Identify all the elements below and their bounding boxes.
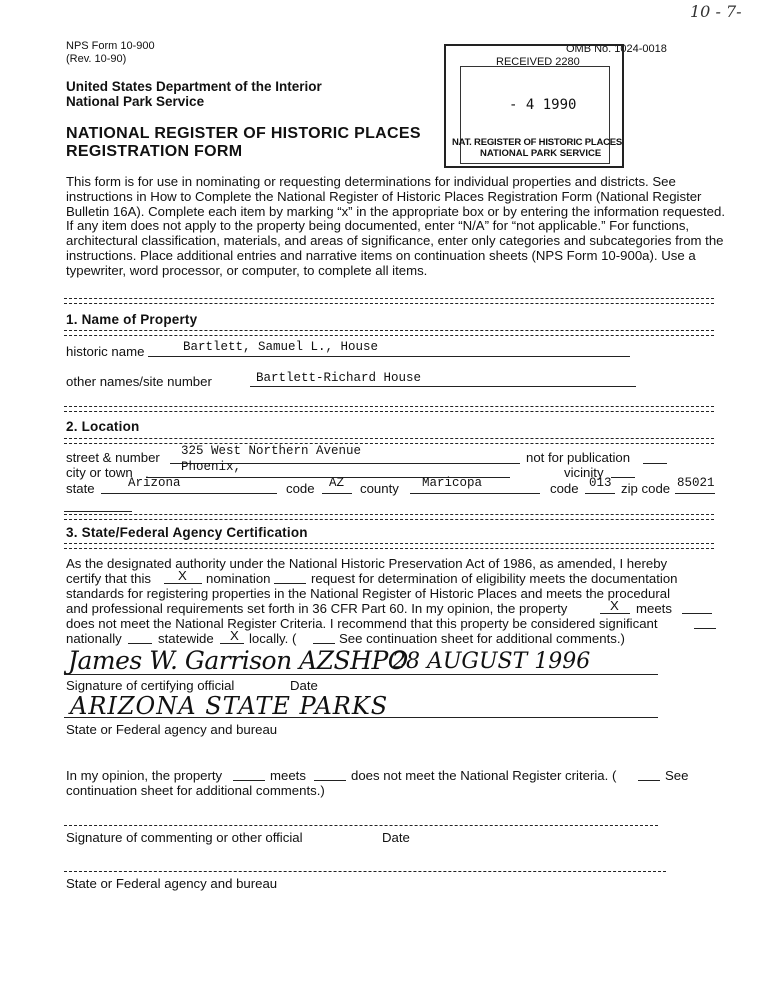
- not-for-publication-label: not for publication: [526, 450, 631, 465]
- county-code-underline: [585, 493, 615, 494]
- nomination-check-x: X: [178, 568, 187, 583]
- section-rule: [64, 298, 714, 304]
- nationally-blank[interactable]: [128, 643, 152, 644]
- certification-line6-b: statewide: [158, 631, 214, 646]
- zip-overflow-underline: [64, 511, 132, 512]
- county-field[interactable]: Maricopa: [422, 476, 483, 490]
- commenting-date-label: Date: [382, 830, 410, 845]
- street-field[interactable]: 325 West Northern Avenue: [181, 444, 362, 458]
- section-rule: [64, 543, 714, 549]
- section-rule: [64, 330, 714, 336]
- zip-field[interactable]: 85021: [677, 476, 715, 490]
- zip-underline: [675, 493, 715, 494]
- certification-line1: As the designated authority under the National Historic Preservation Act of 1986, as amended, I hereby: [66, 556, 668, 571]
- stamp-date: - 4 1990: [509, 97, 577, 113]
- city-label: city or town: [66, 465, 133, 480]
- stamp-line2: NATIONAL PARK SERVICE: [480, 148, 602, 159]
- certification-line2-b: nomination: [206, 571, 271, 586]
- significance-blank: [694, 628, 716, 629]
- department-name: United States Department of the Interior: [66, 79, 322, 94]
- opinion-continuation-blank[interactable]: [638, 780, 660, 781]
- opinion-line1-b: meets: [270, 768, 306, 783]
- request-blank[interactable]: [274, 583, 306, 584]
- form-title-line1: NATIONAL REGISTER OF HISTORIC PLACES: [66, 125, 421, 142]
- form-title-line2: REGISTRATION FORM: [66, 143, 243, 160]
- opinion-line1-d: See: [665, 768, 689, 783]
- certifying-agency-line: [64, 717, 658, 718]
- state-label: state: [66, 481, 95, 496]
- historic-name-field[interactable]: Bartlett, Samuel L., House: [183, 340, 379, 354]
- section2-heading: 2. Location: [66, 419, 140, 434]
- certification-line6-c: locally. (: [249, 631, 297, 646]
- locally-check-x: X: [230, 628, 239, 643]
- opinion-line1-a: In my opinion, the property: [66, 768, 223, 783]
- not-for-publication-blank[interactable]: [643, 463, 667, 464]
- certifying-date[interactable]: 28 AUGUST 1996: [392, 649, 591, 674]
- vicinity-label: vicinity: [564, 465, 604, 480]
- county-label: county: [360, 481, 399, 496]
- opinion-not-meet-blank[interactable]: [314, 780, 346, 781]
- certification-line4-b: meets: [636, 601, 672, 616]
- certification-line2-a: certify that this: [66, 571, 152, 586]
- zip-label: zip code: [621, 481, 671, 496]
- state-field[interactable]: Arizona: [128, 476, 181, 490]
- certification-line6-d: See continuation sheet for additional comments.): [339, 631, 625, 646]
- instructions-paragraph: This form is for use in nominating or requesting determinations for individual properties and districts. See instructions in How to Complete the National Register of Historic Places Registration Form (National Register Bulletin 16A). Complete each item by marking “x” in the appropriate box or by entering the information requested. If any item does not apply to the property being documented, enter “N/A” for “not applicable.” For functions, architectural classification, materials, and areas of significance, enter only categories and subcategories from the instructions. Place additional entries and narrative items on continuation sheets (NPS Form 10-900a). Use a typewriter, word processor, or computer, to complete all items.: [66, 174, 725, 278]
- state-code-field[interactable]: AZ: [329, 476, 345, 490]
- meets-blank[interactable]: [600, 613, 630, 614]
- statewide-blank[interactable]: [220, 643, 244, 644]
- section-rule: [64, 406, 714, 412]
- commenting-agency-label: State or Federal agency and bureau: [66, 876, 278, 891]
- received-stamp: [444, 44, 624, 168]
- service-name: National Park Service: [66, 94, 205, 109]
- section3-heading: 3. State/Federal Agency Certification: [66, 525, 308, 540]
- state-underline: [101, 493, 277, 494]
- section1-heading: 1. Name of Property: [66, 312, 198, 327]
- form-number: NPS Form 10-900: [66, 40, 155, 52]
- opinion-meets-blank[interactable]: [233, 780, 265, 781]
- county-underline: [410, 493, 540, 494]
- vicinity-blank[interactable]: [611, 477, 635, 478]
- signature-label: Signature of certifying official: [66, 678, 235, 693]
- certification-line2-c: request for determination of eligibility meets the documentation: [311, 571, 678, 586]
- other-names-label: other names/site number: [66, 374, 212, 389]
- certification-line6-a: nationally: [66, 631, 122, 646]
- street-label: street & number: [66, 450, 160, 465]
- meets-check-x: X: [610, 598, 619, 613]
- historic-name-underline: [148, 356, 630, 357]
- other-names-field[interactable]: Bartlett-Richard House: [256, 371, 422, 385]
- omb-number: OMB No. 1024-0018: [566, 43, 667, 55]
- state-code-underline: [322, 493, 352, 494]
- section-rule: [64, 438, 714, 444]
- county-code-field[interactable]: 013: [589, 476, 612, 490]
- stamp-received-text: RECEIVED 2280: [496, 56, 580, 68]
- certification-line4-a: and professional requirements set forth in 36 CFR Part 60. In my opinion, the property: [66, 601, 568, 616]
- certification-line3: standards for registering properties in the National Register of Historic Places and meets the procedural: [66, 586, 670, 601]
- commenting-agency-line[interactable]: [64, 871, 666, 872]
- corner-handwritten-mark: 10 - 7-: [690, 2, 742, 21]
- state-code-label: code: [286, 481, 315, 496]
- historic-name-label: historic name: [66, 344, 145, 359]
- section-rule: [64, 514, 714, 520]
- date-label: Date: [290, 678, 318, 693]
- certifying-signature[interactable]: James W. Garrison AZSHPO: [68, 646, 408, 675]
- continuation-blank[interactable]: [313, 643, 335, 644]
- commenting-signature-label: Signature of commenting or other official: [66, 830, 303, 845]
- certifying-signature-line: [64, 674, 658, 675]
- other-names-underline: [250, 386, 636, 387]
- certification-line5: does not meet the National Register Criteria. I recommend that this property be considered significant: [66, 616, 658, 631]
- nomination-blank[interactable]: [164, 583, 202, 584]
- stamp-line1: NAT. REGISTER OF HISTORIC PLACES: [452, 137, 623, 148]
- opinion-line2: continuation sheet for additional comments.): [66, 783, 325, 798]
- county-code-label: code: [550, 481, 579, 496]
- commenting-signature-line[interactable]: [64, 825, 658, 826]
- certifying-agency-signature[interactable]: ARIZONA STATE PARKS: [70, 692, 389, 720]
- city-field[interactable]: Phoenix,: [181, 460, 242, 474]
- form-revision: (Rev. 10-90): [66, 53, 127, 65]
- agency-label: State or Federal agency and bureau: [66, 722, 278, 737]
- opinion-line1-c: does not meet the National Register criteria. (: [351, 768, 617, 783]
- meets-trailing-blank: [682, 613, 712, 614]
